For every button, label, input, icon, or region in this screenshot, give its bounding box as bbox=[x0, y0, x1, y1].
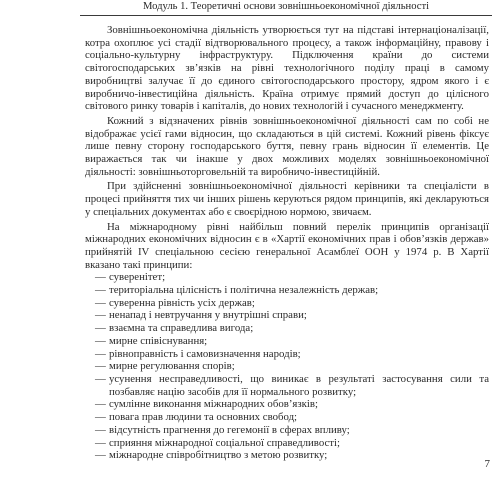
list-item: — мирне співіснування; bbox=[95, 334, 208, 347]
list-item: — усунення несправедливості, що виникає в результаті застосування сили та позбавляє націю засобів для її нормального розвитку; bbox=[95, 372, 489, 398]
list-marker: — bbox=[95, 271, 106, 284]
list-marker: — bbox=[95, 449, 106, 462]
page-number: 7 bbox=[484, 458, 490, 470]
list-item: — взаємна та справедлива вигода; bbox=[95, 322, 254, 335]
list-marker: — bbox=[95, 423, 106, 436]
list-item: — територіальна цілісність і політична незалежність держав; bbox=[95, 284, 379, 297]
paragraph-internationalization: Зовнішньоекономічна діяльність утворюється тут на підставі інтернаціоналізації, котра охоплює усі стадії відтворювального процесу, а також інформаційну, правову і соціально-культурну інфраструктуру. Підключення країни до системи світогосподарських зв’язків на рівні технологічного поділу праці в самому виробництві залучає її до єдиного світогосподарського простору, ядром якого і є виробничо-інвестиційна діяльність. Країна отримує прямий доступ до цілісного світового ринку товарів і капіталів, до нових технологій і сучасного менеджменту. bbox=[85, 24, 489, 113]
list-item: — міжнародне співробітництво з метою розвитку; bbox=[95, 449, 328, 462]
list-item: — відсутність прагнення до гегемонії в сферах впливу; bbox=[95, 423, 350, 436]
list-item: — повага прав людини та основних свобод; bbox=[95, 411, 298, 424]
paragraph-charter: На міжнародному рівні найбільш повний перелік принципів організації міжнародних економічних відносин є в «Хартії економічних прав і обов’язків держав» прийнятій IV спеціальною сесією генеральної Асамблеї ООН у 1974 р. В Хартії вказано такі принципи: bbox=[85, 220, 489, 271]
list-item: — суверенна рівність усіх держав; bbox=[95, 296, 255, 309]
list-item: — рівноправність і самовизначення народів; bbox=[95, 347, 301, 360]
list-item: — сумлінне виконання міжнародних обов’язків; bbox=[95, 398, 318, 411]
list-marker: — bbox=[95, 398, 106, 411]
list-item: — ненапад і невтручання у внутрішні справи; bbox=[95, 309, 307, 322]
list-marker: — bbox=[95, 296, 106, 309]
list-item: — сприяння міжнародної соціальної справедливості; bbox=[95, 436, 340, 449]
list-marker: — bbox=[95, 372, 106, 385]
list-marker: — bbox=[95, 284, 106, 297]
body-text bbox=[85, 24, 489, 462]
running-header: Модуль 1. Теоретичні основи зовнішньоекономічної діяльності bbox=[80, 0, 492, 16]
paragraph-principles-intro: При здійсненні зовнішньоекономічної діяльності керівники та спеціалісти в процесі прийняття тих чи інших рішень керуються рядом принципів, які декларуються у спеціальних документах або є своєрідною нормою, звичаєм. bbox=[85, 180, 489, 218]
list-marker: — bbox=[95, 360, 106, 373]
paragraph-levels: Кожний з відзначених рівнів зовнішньоекономічної діяльності сам по собі не відображає усієї гами відносин, що складаються в цій системі. Кожний рівень фіксує лише певну сторону господарського буття, певну грань відносин її елементів. Це виражається так чи інакше у двох можливих моделях зовнішньоекономічної діяльності: зовнішньоторговельній та виробничо-інвестиційній. bbox=[85, 114, 489, 178]
list-item: — суверенітет; bbox=[95, 271, 166, 284]
list-item: — мирне регулювання спорів; bbox=[95, 360, 235, 373]
list-marker: — bbox=[95, 309, 106, 322]
list-marker: — bbox=[95, 347, 106, 360]
list-marker: — bbox=[95, 334, 106, 347]
list-marker: — bbox=[95, 436, 106, 449]
principles-list bbox=[85, 271, 489, 462]
list-marker: — bbox=[95, 411, 106, 424]
list-marker: — bbox=[95, 322, 106, 335]
